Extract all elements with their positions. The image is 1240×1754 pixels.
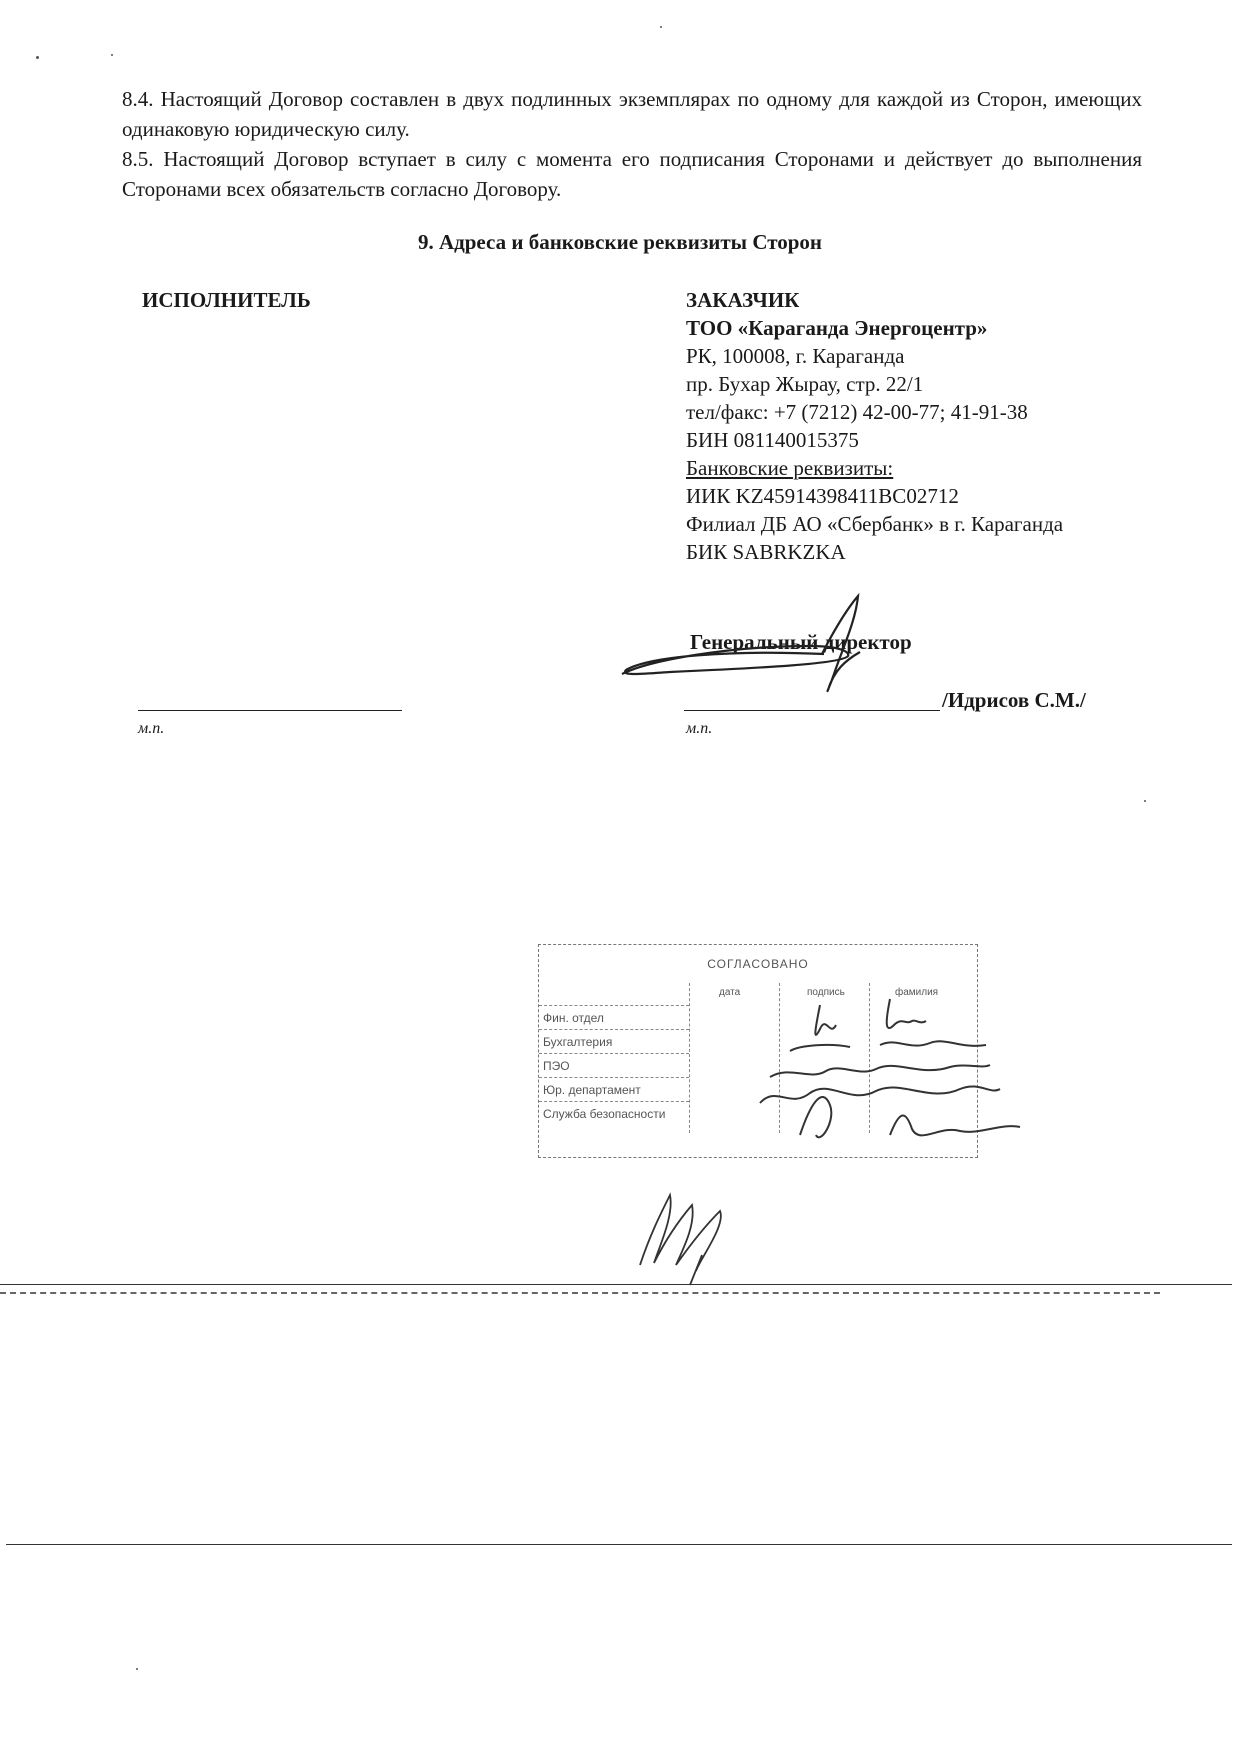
approval-signatures xyxy=(690,985,1050,1165)
contract-clauses xyxy=(122,84,1142,204)
signer-name: /Идрисов С.М./ xyxy=(942,688,1086,712)
clause-8-5: 8.5. Настоящий Договор вступает в силу с момента его подписания Сторонами и действует до выполнения Сторонами всех обязательств согласно Договору. xyxy=(122,147,1142,201)
customer-role: ЗАКАЗЧИК xyxy=(686,288,800,312)
scan-speck xyxy=(136,1668,138,1670)
scan-speck xyxy=(36,56,39,59)
scan-speck xyxy=(111,54,113,56)
customer-signature-line xyxy=(684,710,940,711)
bottom-rule xyxy=(6,1544,1232,1545)
customer-phone: тел/факс: +7 (7212) 42-00-77; 41-91-38 xyxy=(686,400,1028,424)
approval-row: ПЭО xyxy=(539,1053,689,1077)
approval-row: Юр. департамент xyxy=(539,1077,689,1101)
executor-stamp-label: м.п. xyxy=(138,720,165,737)
approval-row: Бухгалтерия xyxy=(539,1029,689,1053)
page-break-line xyxy=(0,1284,1232,1285)
approval-row: Служба безопасности xyxy=(539,1101,689,1125)
customer-block xyxy=(686,286,1206,566)
scan-speck xyxy=(660,26,662,28)
executor-block xyxy=(142,286,562,314)
customer-name: ТОО «Караганда Энергоцентр» xyxy=(686,316,988,340)
additional-signature xyxy=(630,1185,770,1295)
section-title: 9. Адреса и банковские реквизиты Сторон xyxy=(417,230,823,254)
scan-speck xyxy=(1144,800,1146,802)
approval-stamp-header: СОГЛАСОВАНО xyxy=(707,957,809,971)
customer-bin: БИН 081140015375 xyxy=(686,428,859,452)
approval-column-signature: подпись xyxy=(807,987,845,998)
signer-title: Генеральный директор xyxy=(690,630,912,654)
approval-column-surname: фамилия xyxy=(895,987,939,998)
bank-iik: ИИК KZ45914398411BC02712 xyxy=(686,484,959,508)
approval-column-date: дата xyxy=(719,987,741,998)
approval-row: Фин. отдел xyxy=(539,1005,689,1029)
clause-8-4: 8.4. Настоящий Договор составлен в двух подлинных экземплярах по одному для каждой из Сторон, имеющих одинаковую юридическую силу. xyxy=(122,87,1142,141)
bank-bik: БИК SABRKZKA xyxy=(686,540,846,564)
bank-details-heading: Банковские реквизиты: xyxy=(686,456,894,480)
page-break-dashed xyxy=(0,1292,1160,1294)
customer-address-line: РК, 100008, г. Караганда xyxy=(686,344,905,368)
customer-address-line: пр. Бухар Жырау, стр. 22/1 xyxy=(686,372,924,396)
executor-signature-line xyxy=(138,710,402,711)
bank-branch: Филиал ДБ АО «Сбербанк» в г. Караганда xyxy=(686,512,1064,536)
executor-role: ИСПОЛНИТЕЛЬ xyxy=(142,288,311,312)
director-signature xyxy=(610,590,950,700)
customer-stamp-label: м.п. xyxy=(686,720,713,737)
